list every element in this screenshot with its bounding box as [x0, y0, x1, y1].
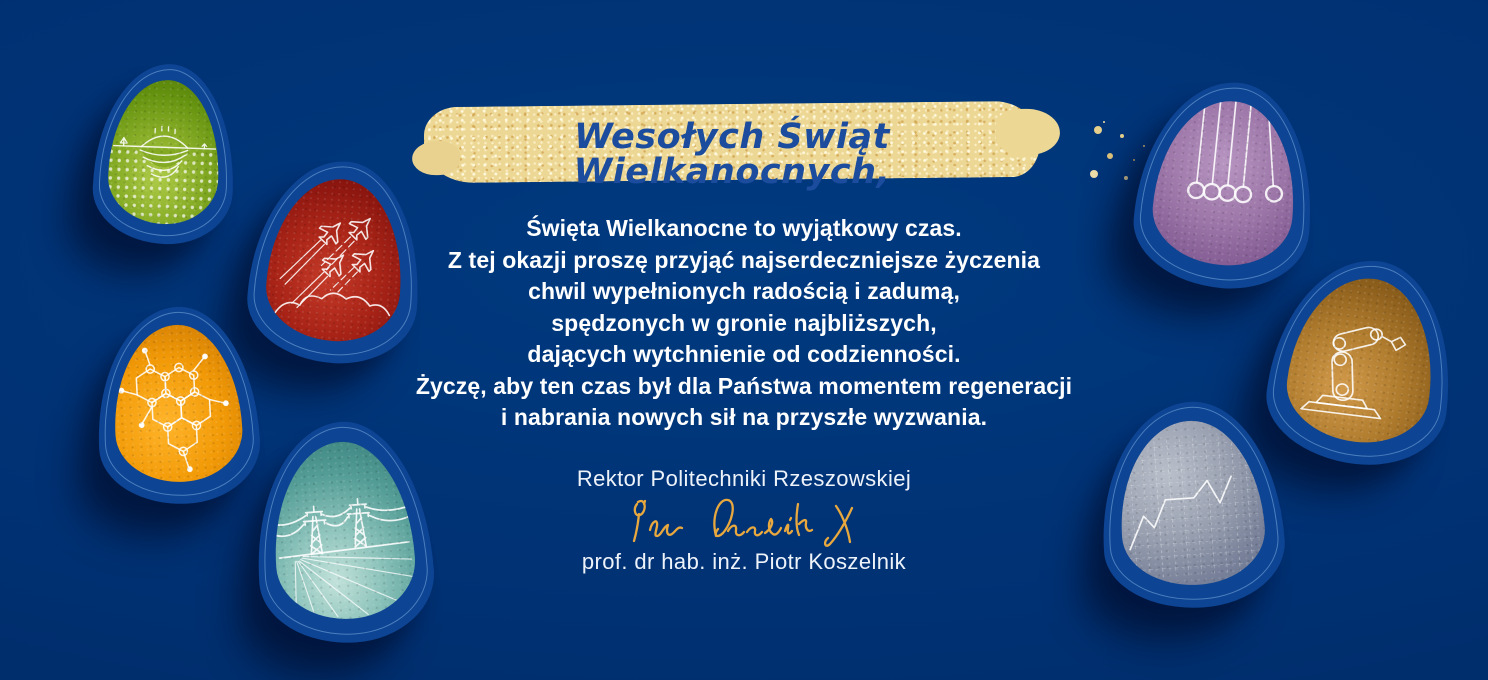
- card-title: Wesołych Świąt Wielkanocnych,: [573, 117, 891, 192]
- egg-molecules: [92, 303, 263, 508]
- landscape-bridge-icon: [106, 78, 222, 226]
- egg-robotic-arm: [1259, 250, 1464, 475]
- fighter-jets-icon: [263, 175, 408, 346]
- molecule-structure-icon: [110, 322, 245, 486]
- egg-landscape-bridge: [91, 62, 237, 247]
- line-chart-icon: [1114, 416, 1268, 590]
- gold-brush-banner: [424, 104, 1040, 192]
- message-line: dających wytchnienie od codzienności.: [527, 341, 961, 367]
- signature-icon: [616, 490, 872, 552]
- message-line: Święta Wielkanocne to wyjątkowy czas.: [526, 215, 962, 241]
- rector-name-label: prof. dr hab. inż. Piotr Koszelnik: [581, 549, 907, 574]
- message-line: Z tej okazji proszę przyjąć najserdeczniejsze życzenia: [447, 246, 1041, 273]
- message-line: chwil wypełnionych radością i zadumą,: [528, 278, 960, 304]
- power-lines-icon: [268, 437, 418, 623]
- gold-splatter-dots: [1094, 126, 1102, 134]
- egg-power-lines: [249, 416, 439, 649]
- message-line: i nabrania nowych sił na przyszłe wyzwania.: [500, 404, 988, 430]
- robotic-arm-icon: [1281, 270, 1443, 449]
- newtons-cradle-icon: [1149, 95, 1302, 271]
- egg-line-chart: [1094, 396, 1289, 614]
- egg-fighter-jets: [243, 155, 427, 368]
- message-line: Życzę, aby ten czas był dla Państwa momentem regeneracji: [415, 372, 1073, 399]
- message-line: spędzonych w gronie najbliższych,: [551, 309, 937, 336]
- rector-role-label: Rektor Politechniki Rzeszowskiej: [576, 466, 912, 491]
